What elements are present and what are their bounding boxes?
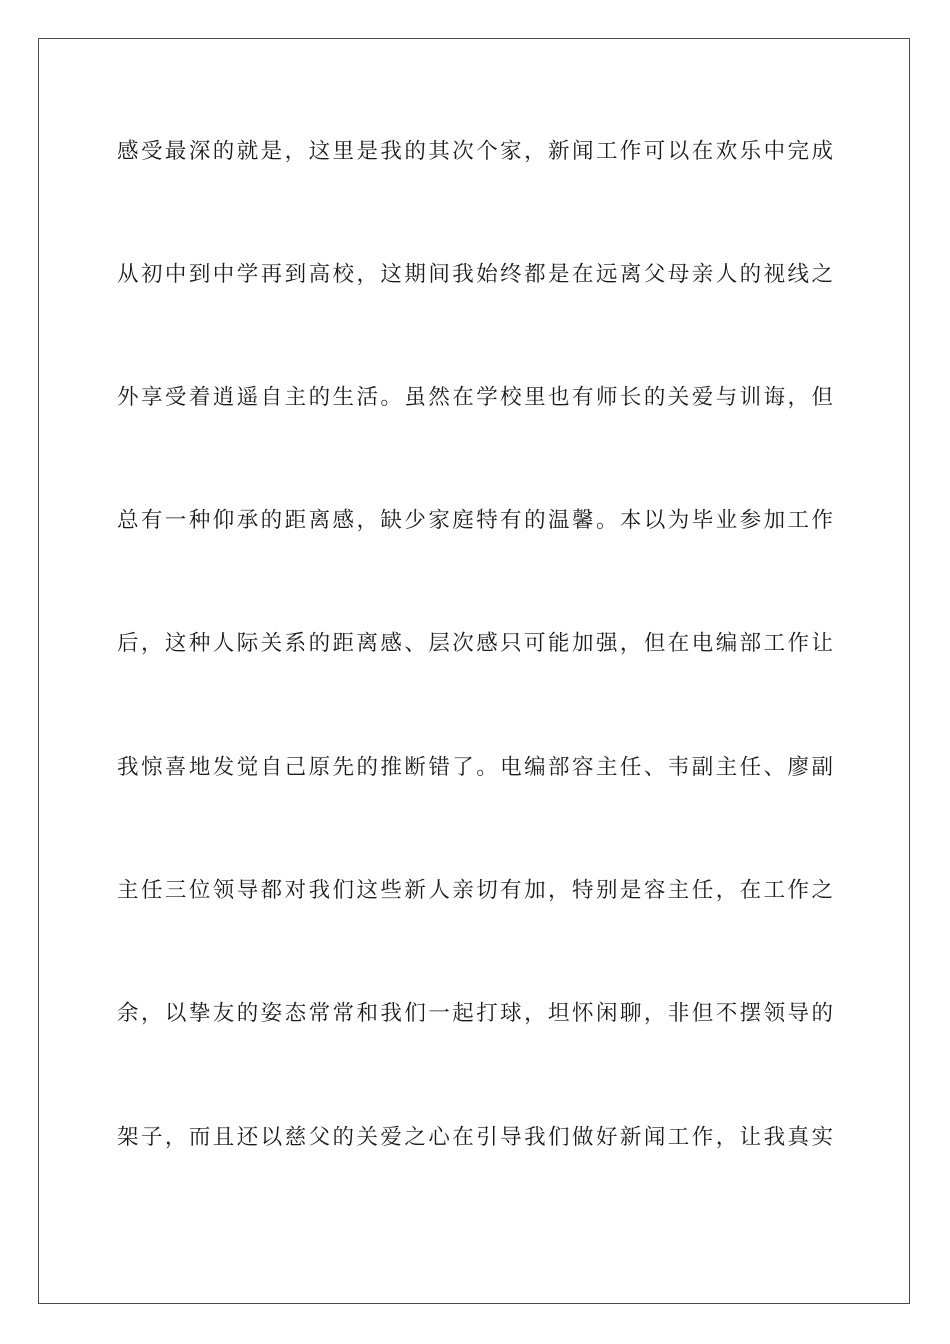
body-text-line: 后，这种人际关系的距离感、层次感只可能加强，但在电编部工作让: [117, 631, 833, 656]
body-text-line: 主任三位领导都对我们这些新人亲切有加，特别是容主任，在工作之: [117, 878, 833, 903]
body-text-line: 架子，而且还以慈父的关爱之心在引导我们做好新闻工作，让我真实: [117, 1125, 833, 1150]
body-text-line: 外享受着逍遥自主的生活。虽然在学校里也有师长的关爱与训诲，但: [117, 385, 833, 410]
body-text-line: 余，以挚友的姿态常常和我们一起打球，坦怀闲聊，非但不摆领导的: [117, 1001, 833, 1026]
body-text-line: 感受最深的就是，这里是我的其次个家，新闻工作可以在欢乐中完成: [117, 139, 833, 164]
body-text-line: 总有一种仰承的距离感，缺少家庭特有的温馨。本以为毕业参加工作: [117, 508, 833, 533]
page-border: [38, 38, 910, 1304]
body-text-line: 从初中到中学再到高校，这期间我始终都是在远离父母亲人的视线之: [117, 262, 833, 287]
body-text-line: 我惊喜地发觉自己原先的推断错了。电编部容主任、韦副主任、廖副: [117, 755, 833, 780]
